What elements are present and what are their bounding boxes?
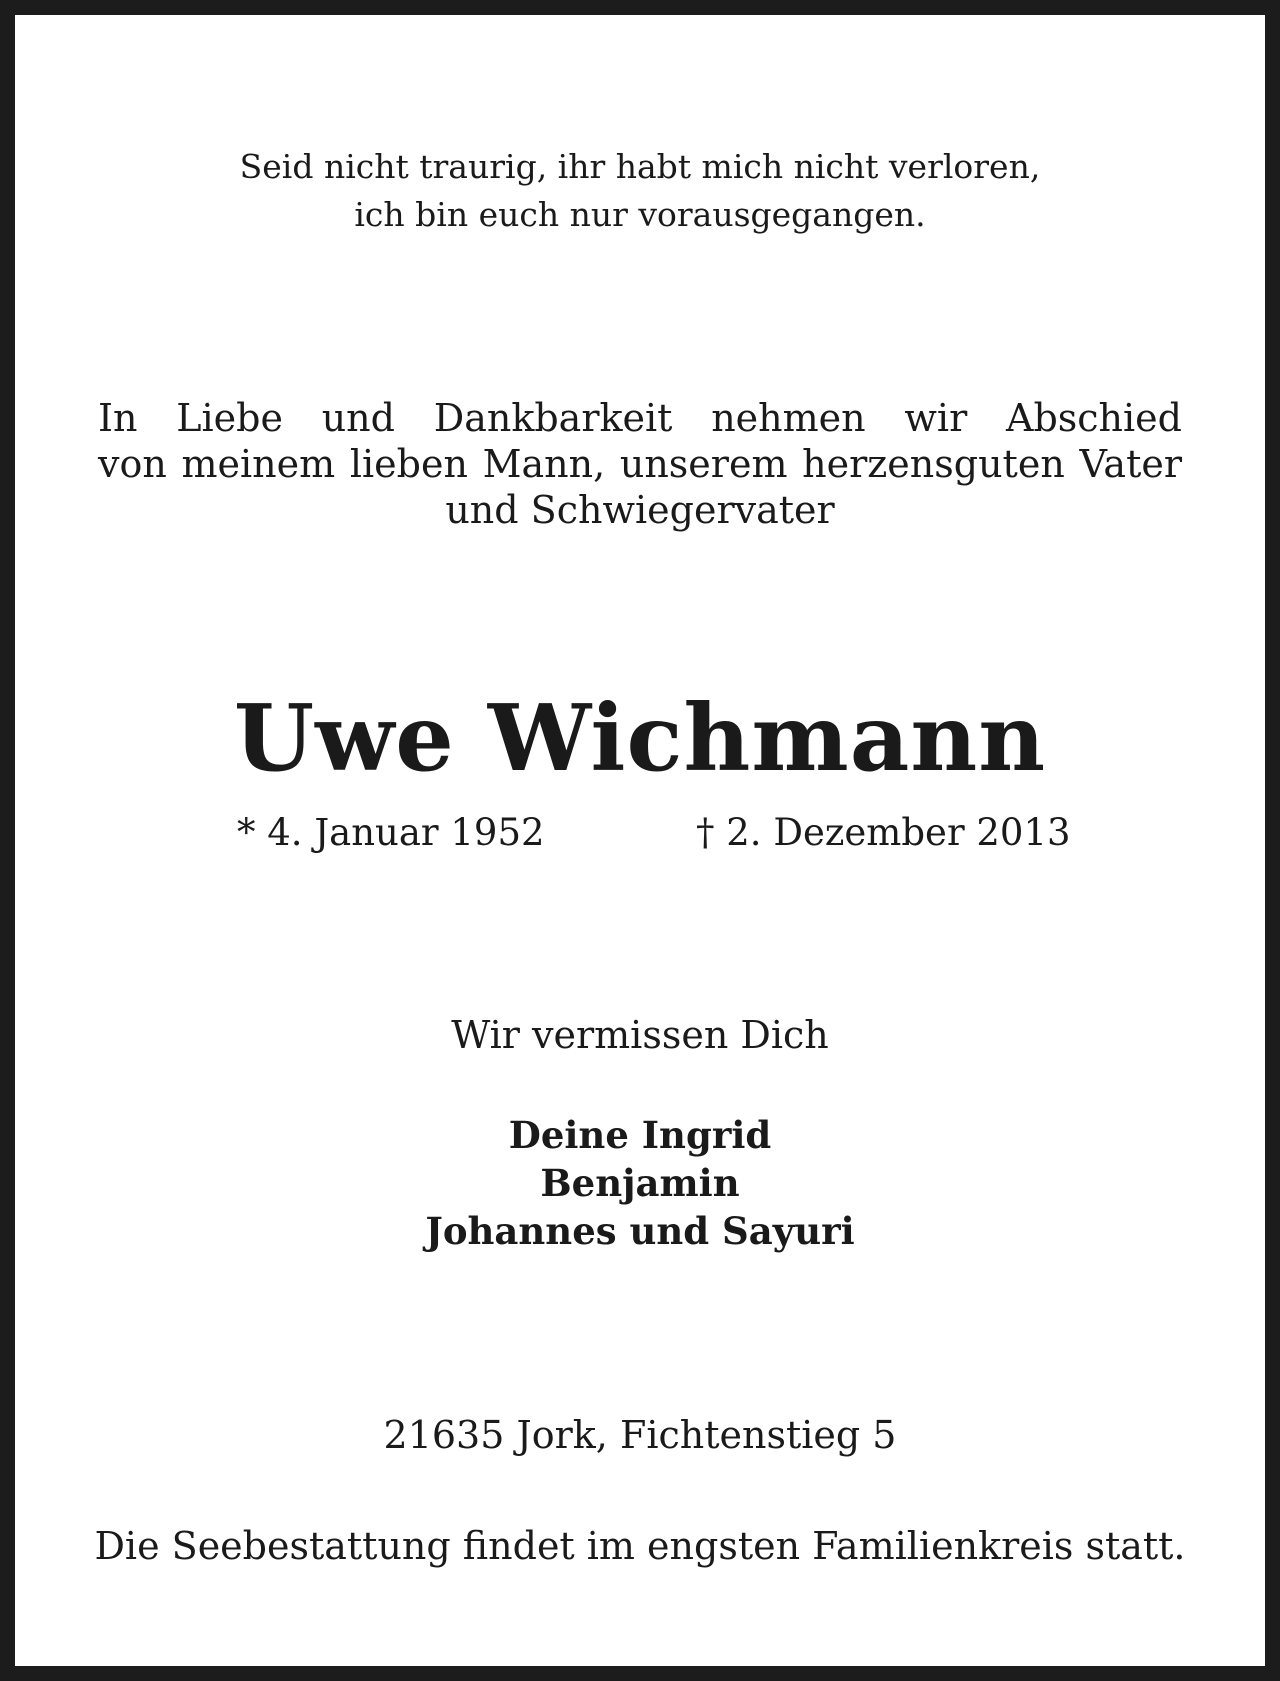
death-date: † 2. Dezember 2013	[696, 811, 1071, 854]
burial-notice: Die Seebestattung findet im engsten Familienkreis statt.	[94, 1524, 1186, 1568]
family-member: Deine Ingrid	[508, 1113, 772, 1157]
intro-line-2: von meinem lieben Mann, unserem herzensguten Vater	[98, 442, 1182, 486]
birth-date: * 4. Januar 1952	[237, 811, 545, 854]
family-signatures	[30, 1111, 1250, 1255]
motto-line-1: Seid nicht traurig, ihr habt mich nicht verloren,	[239, 147, 1041, 186]
address: 21635 Jork, Fichtenstieg 5	[383, 1413, 897, 1457]
deceased-name: Uwe Wichmann	[233, 684, 1047, 792]
family-member: Benjamin	[540, 1161, 740, 1205]
family-member: Johannes und Sayuri	[425, 1209, 855, 1253]
intro-text	[98, 395, 1182, 533]
motto-quote	[30, 143, 1250, 239]
closing-phrase: Wir vermissen Dich	[451, 1013, 829, 1057]
motto-line-2: ich bin euch nur vorausgegangen.	[354, 195, 926, 234]
intro-line-1: In Liebe und Dankbarkeit nehmen wir Abschied	[98, 396, 1182, 440]
intro-line-3: und Schwiegervater	[445, 488, 835, 532]
